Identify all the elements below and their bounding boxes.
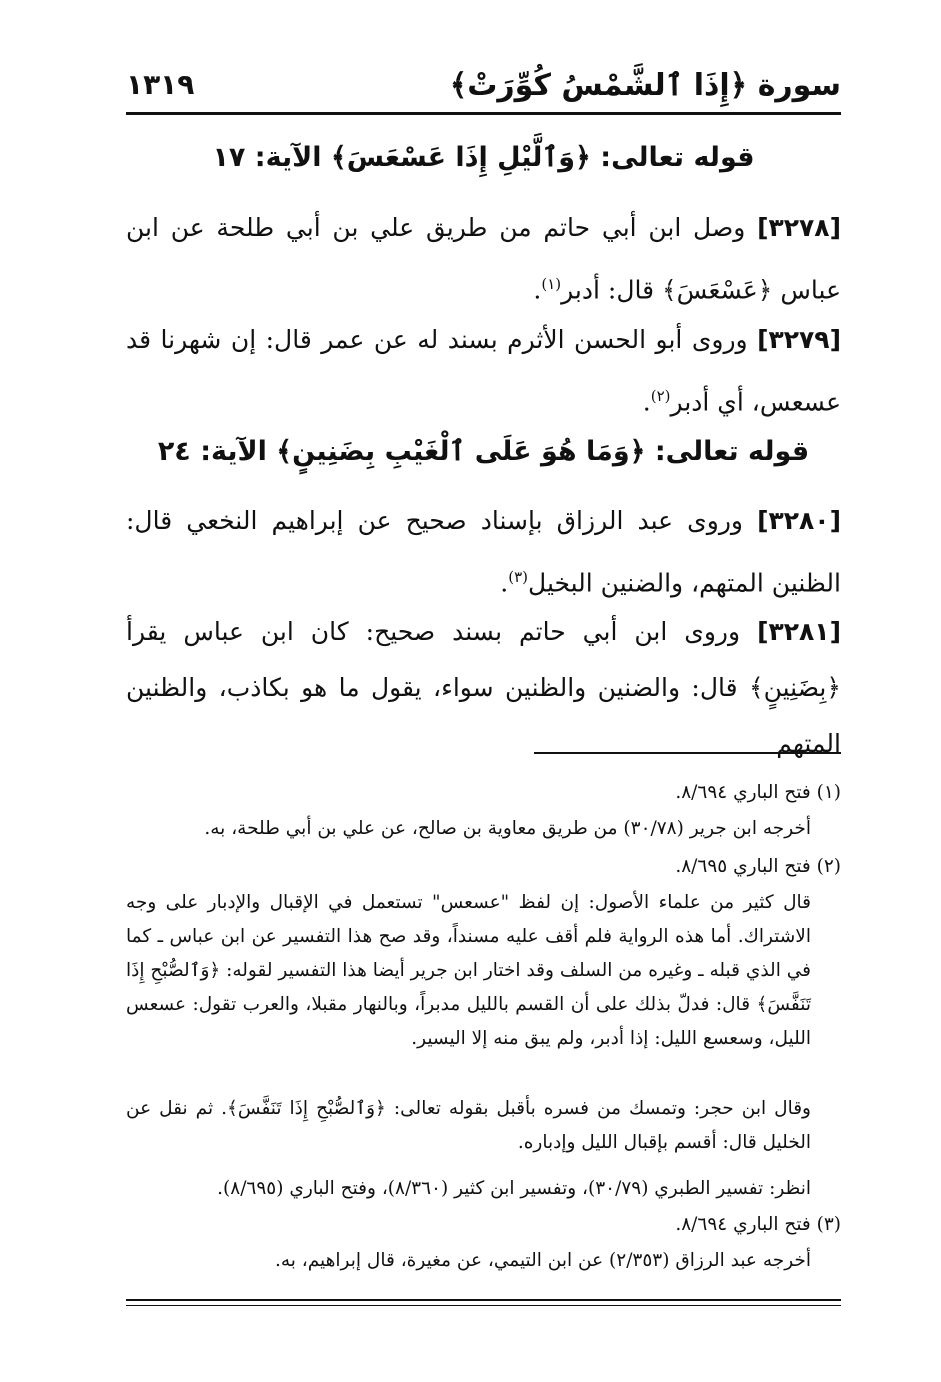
section-heading-verse-17: قوله تعالى: ﴿وَٱلَّيْلِ إِذَا عَسْعَسَ﴾ الآية: ١٧ xyxy=(212,142,755,173)
footnote-separator xyxy=(534,752,841,754)
footnote-ref: (١) xyxy=(541,275,562,293)
running-header xyxy=(126,62,841,108)
footnote-1: (١) فتح الباري ٨/٦٩٤. xyxy=(675,782,841,803)
footnote-1-note: أخرجه ابن جرير (٣٠/٧٨) من طريق معاوية بن صالح، عن علي بن أبي طلحة، به. xyxy=(204,818,811,839)
footnote-2-note-c: انظر: تفسير الطبري (٣٠/٧٩)، وتفسير ابن كثير (٨/٣٦٠)، وفتح الباري (٨/٦٩٥). xyxy=(217,1178,811,1199)
footnote-2-note-b: وقال ابن حجر: وتمسك من فسره بأقبل بقوله تعالى: ﴿وَٱلصُّبْحِ إِذَا تَنَفَّسَ﴾. ثم نقل عن الخليل قال: أقسم بإقبال الليل وإدباره. xyxy=(126,1098,811,1153)
footnote-2: (٢) فتح الباري ٨/٦٩٥. xyxy=(675,856,841,877)
section-heading-verse-24: قوله تعالى: ﴿وَمَا هُوَ عَلَى ٱلْغَيْبِ بِضَنِينٍ﴾ الآية: ٢٤ xyxy=(157,436,810,467)
header-rule xyxy=(126,112,841,115)
footnote-ref: (٣) xyxy=(508,568,529,586)
entry-number: [٣٢٧٩] xyxy=(757,325,841,354)
entry-text: وروى عبد الرزاق بإسناد صحيح عن إبراهيم النخعي قال: الظنين المتهم، والضنين البخيل xyxy=(126,506,841,598)
entry-number: [٣٢٨٠] xyxy=(757,506,841,535)
paragraph-3278: [٣٢٧٨] وصل ابن أبي حاتم من طريق علي بن أبي طلحة عن ابن عباس ﴿عَسْعَسَ﴾ قال: أدبر$^{(١)}$. xyxy=(126,213,841,305)
page-number: ١٣١٩ xyxy=(126,68,195,101)
surah-title: سورة ﴿إِذَا ٱلشَّمْسُ كُوِّرَتْ﴾ xyxy=(449,68,841,103)
bottom-rule xyxy=(126,1299,841,1301)
entry-text: وروى أبو الحسن الأثرم بسند له عن عمر قال: إن شهرنا قد عسعس، أي أدبر xyxy=(126,325,841,417)
entry-text: وصل ابن أبي حاتم من طريق علي بن أبي طلحة عن ابن عباس ﴿عَسْعَسَ﴾ قال: أدبر xyxy=(126,213,841,305)
paragraph-3281 xyxy=(126,604,841,772)
footnote-2-note-a: قال كثير من علماء الأصول: إن لفظ "عسعس" تستعمل في الإقبال والإدبار على وجه الاشتراك. أما هذه الرواية فلم أقف عليه مسنداً، وقد صح هذا التفسير عن ابن عباس ـ كما في الذي قبله ـ وغيره من السلف وقد اختار ابن جرير أيضا هذا التفسير لقوله: ﴿وَٱلصُّبْحِ إِذَا تَنَفَّسَ﴾ قال: فدلّ بذلك على أن القسم بالليل مدبراً، وبالنهار مقبلا، والعرب تقول: عسعس الليل، وسعسع الليل: إذا أدبر، ولم يبق منه إلا اليسير. xyxy=(126,892,811,1049)
footnote-3-note: أخرجه عبد الرزاق (٢/٣٥٣) عن ابن التيمي، عن مغيرة، قال إبراهيم، به. xyxy=(274,1250,811,1271)
paragraph-3279: [٣٢٧٩] وروى أبو الحسن الأثرم بسند له عن عمر قال: إن شهرنا قد عسعس، أي أدبر$^{(٢)}$. xyxy=(126,325,841,417)
footnote-ref: (٢) xyxy=(650,387,671,405)
entry-number: [٣٢٧٨] xyxy=(757,213,841,242)
footnote-3: (٣) فتح الباري ٨/٦٩٤. xyxy=(675,1214,841,1235)
bottom-rule-thin xyxy=(126,1305,841,1306)
entry-number: [٣٢٨١] xyxy=(757,617,841,646)
paragraph-3280: [٣٢٨٠] وروى عبد الرزاق بإسناد صحيح عن إبراهيم النخعي قال: الظنين المتهم، والضنين البخيل$^{(٣)}$. xyxy=(126,506,841,598)
entry-text: وروى ابن أبي حاتم بسند صحيح: كان ابن عباس يقرأ ﴿بِضَنِينٍ﴾ قال: والضنين والظنين سواء، يقول ما هو بكاذب، والظنين المتهم xyxy=(126,617,841,758)
